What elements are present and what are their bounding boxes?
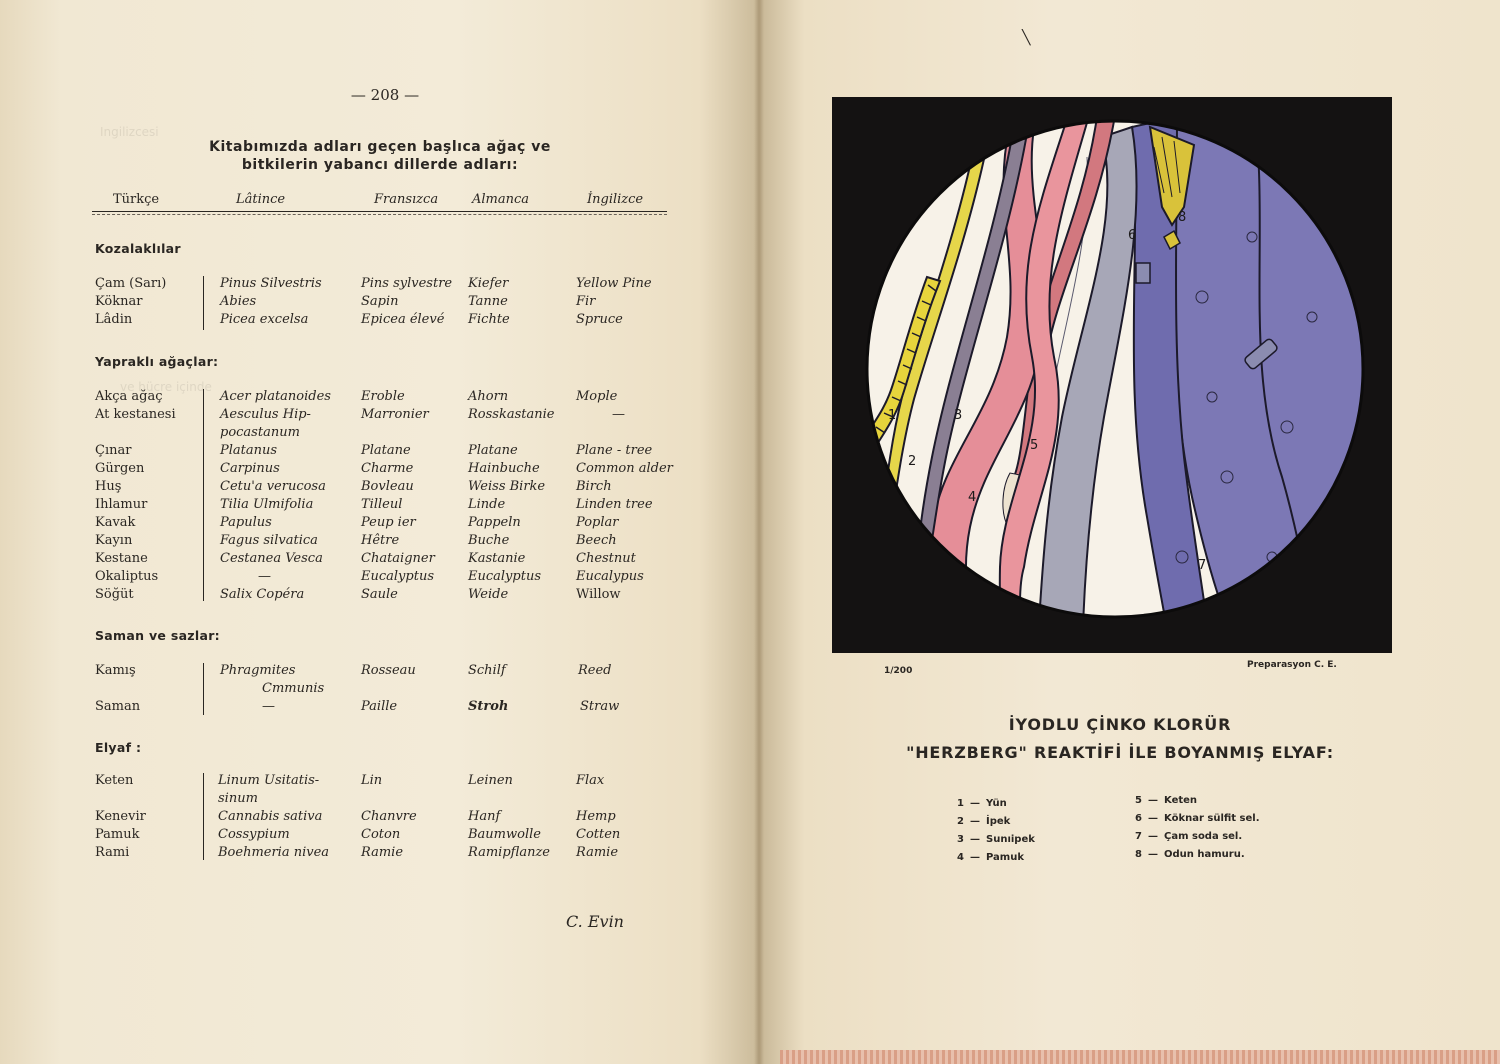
section-bar	[203, 389, 204, 601]
scale-label: 1/200	[884, 666, 913, 676]
fiber-label-8: 8	[1178, 210, 1187, 225]
column-header-latin: Lâtince	[236, 192, 286, 207]
fiber-label-4: 4	[968, 490, 977, 505]
legend-item: 3 — Sunıipek	[957, 834, 1035, 845]
ink-mark: ╲	[1022, 30, 1031, 46]
fiber-label-5: 5	[1030, 438, 1039, 453]
header-dashed-rule	[92, 214, 667, 215]
header-rule	[92, 211, 667, 212]
heading-line-2: bitkilerin yabancı dillerde adları:	[241, 157, 519, 173]
column-header-french: Fransızca	[374, 192, 439, 207]
legend-item: 5 — Keten	[1135, 795, 1198, 806]
column-header-turkish: Türkçe	[113, 192, 160, 207]
section-bar	[203, 663, 204, 715]
legend-item: 8 — Odun hamuru.	[1135, 849, 1245, 860]
legend-item: 1 — Yün	[957, 798, 1007, 809]
section-title: Yapraklı ağaçlar:	[95, 354, 219, 369]
table-heading	[150, 138, 610, 174]
legend-item: 6 — Köknar sülfit sel.	[1135, 813, 1260, 824]
preparation-credit: Preparasyon C. E.	[1247, 660, 1337, 670]
microscope-plate	[832, 97, 1392, 653]
section-bar	[203, 773, 204, 860]
column-header-english: İngilizce	[587, 192, 644, 207]
legend-item: 7 — Çam soda sel.	[1135, 831, 1243, 842]
fiber-label-6: 6	[1128, 228, 1137, 243]
section-bar	[203, 276, 204, 330]
column-header-german: Almanca	[472, 192, 530, 207]
heading-line-1: Kitabımızda adları geçen başlıca ağaç ve	[209, 139, 551, 155]
fiber-label-1: 1	[888, 408, 897, 423]
fiber-micrograph-illustration	[832, 97, 1392, 653]
section-title: Saman ve sazlar:	[95, 628, 220, 643]
fiber-label-7: 7	[1198, 558, 1207, 573]
section-title: Elyaf :	[95, 740, 142, 755]
page-number: — 208 —	[350, 86, 420, 104]
legend-item: 4 — Pamuk	[957, 852, 1024, 863]
page-edge-band	[780, 1050, 1500, 1064]
book-spread: Ingilizcesi ve hücre içinde — 208 — Kitabımızda adları geçen başlıca ağaç ve bitkilerin yabancı dillerde adları: Türkçe Lâtince Fransızca Almanca İngilizce Kozalaklılar Çam (Sarı) Pinus Silvestris Pins sylvestre Kiefer Yellow Pine Köknar Abies Sapin Tanne Fir Lâdin Picea excelsa Epicea élevé Fichte Spruce Yapraklı ağaçlar: Akça ağaç Acer platanoides Eroble Ahorn Mople At kestanesi Aesculus Hip- Marronier Rosskastanie — pocastanum Çınar Platanus Platane Platane Plane - tree Gürgen Carpinus Charme Hainbuche Common alder Huş Cetu'a verucosa Bovleau Weiss Birke Birch Ihlamur Tilia Ulmifolia Tilleul Linde Linden tree Kavak Papulus Peup ier Pappeln Poplar Kayın Fagus silvatica Hêtre Buche Beech Kestane Cestanea Vesca Chataigner Kastanie Chestnut Okaliptus — Eucalyptus Eucalyptus Eucalypus Söğüt Salix Copéra Saule Weide Willow Saman ve sazlar: Kamış Phragmites Rosseau Schilf Reed Cmmunis Saman — Paille Stroh Straw Elyaf : Keten Linum Usitatis- Lin Leinen Flax sinum Kenevir Cannabis sativa Chanvre Hanf Hemp Pamuk Cossypium Coton Baumwolle Cotten Rami Boehmeria nivea Ramie Ramipflanze Ramie C. Evin ╲ 1 2 3 4 5 6 7 8 1/200 Preparasyon C. E. İYODLU ÇİNKO KLORÜR "HERZBERG" REAKTİFİ İLE BOYANMIŞ ELYAF: 1 — Yün 2 — İpek 3 — Sunıipek 4 — Pamuk 5 — Keten 6 — Köknar sülfit sel. 7 — Çam soda sel. 8 — Odun hamuru.	[0, 0, 1500, 1064]
fiber-label-2: 2	[908, 454, 917, 469]
section-title: Kozalaklılar	[95, 241, 181, 256]
book-gutter	[754, 0, 764, 1064]
legend-item: 2 — İpek	[957, 816, 1011, 827]
plate-title-line-2: "HERZBERG" REAKTİFİ İLE BOYANMIŞ ELYAF:	[906, 743, 1334, 762]
author-signature: C. Evin	[566, 912, 624, 931]
fiber-label-3: 3	[954, 408, 963, 423]
plate-title-line-1: İYODLU ÇİNKO KLORÜR	[1008, 715, 1232, 734]
